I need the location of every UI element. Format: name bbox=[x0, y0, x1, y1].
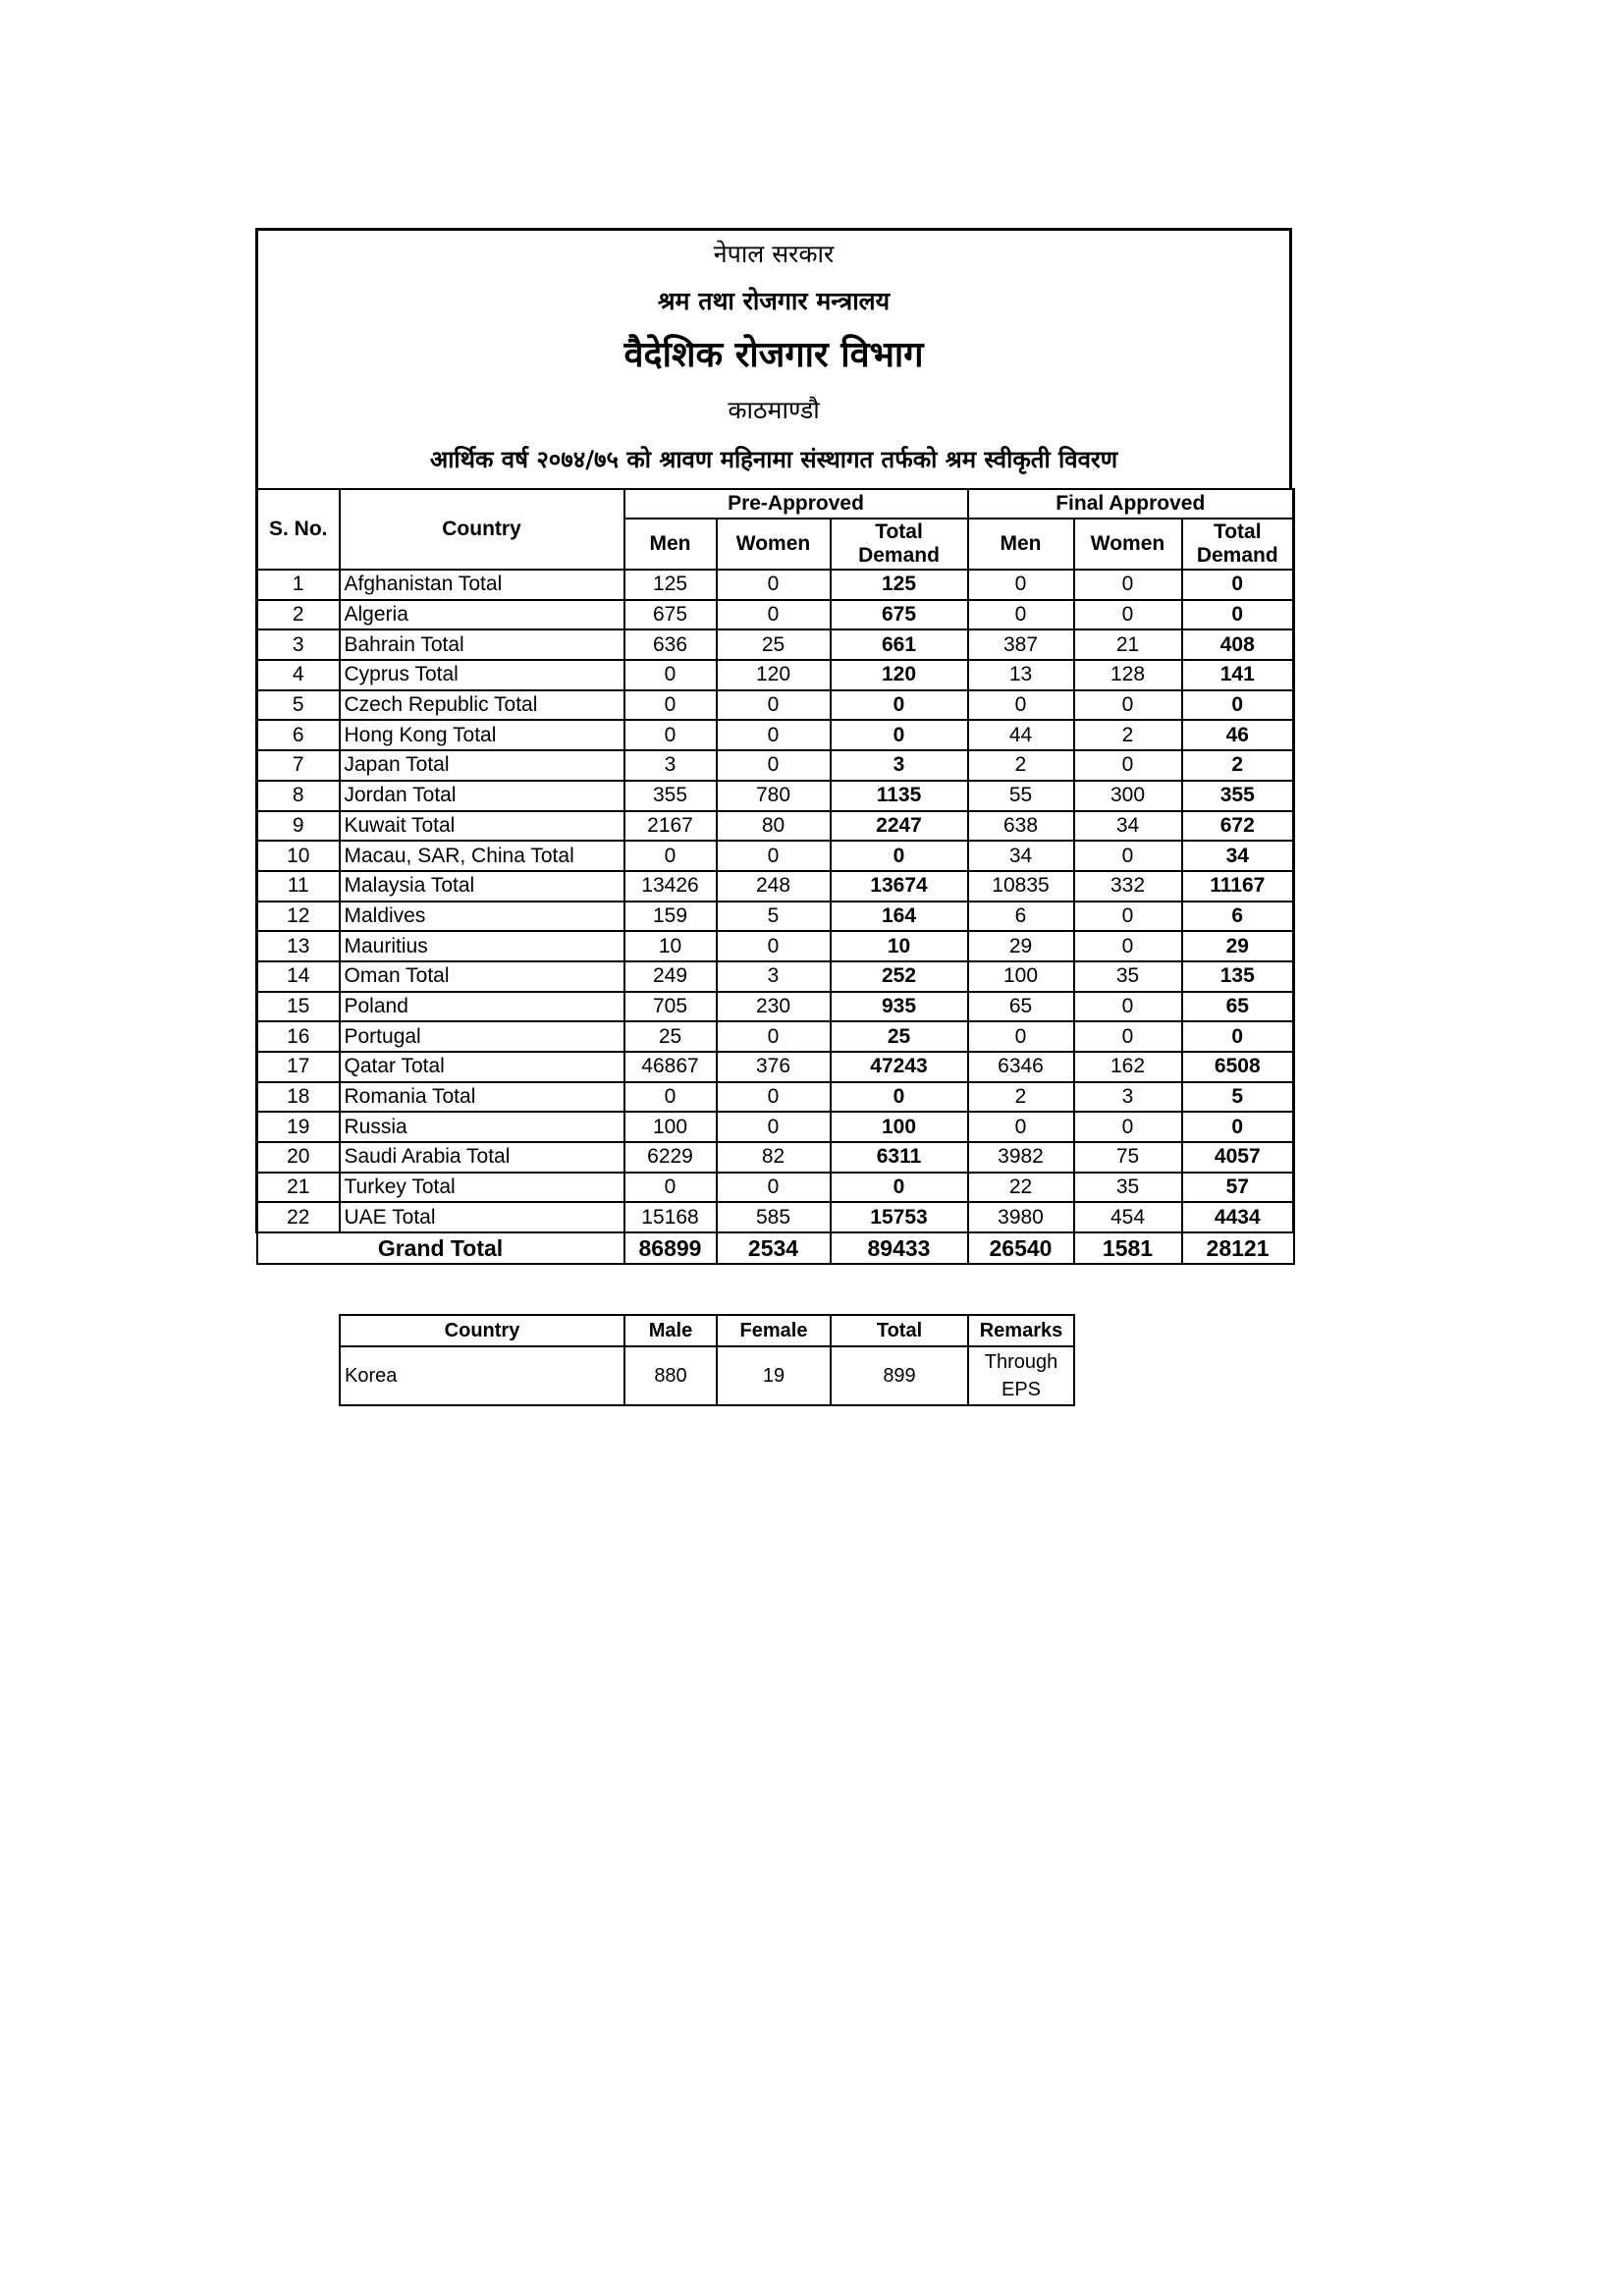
cell-country: Bahrain Total bbox=[340, 629, 624, 660]
cell-final-women: 2 bbox=[1074, 720, 1182, 750]
group-final-approved-header: Final Approved bbox=[968, 489, 1294, 519]
col-pre-men-header: Men bbox=[624, 519, 717, 570]
cell-final-men: 2 bbox=[968, 1082, 1074, 1113]
cell-country: Algeria bbox=[340, 600, 624, 630]
cell-country: Romania Total bbox=[340, 1082, 624, 1113]
cell-pre-total: 13674 bbox=[831, 871, 968, 902]
cell-pre-women: 120 bbox=[717, 660, 831, 690]
cell-final-total: 5 bbox=[1182, 1082, 1294, 1113]
cell-pre-total: 100 bbox=[831, 1112, 968, 1142]
cell-final-women: 0 bbox=[1074, 841, 1182, 871]
cell-country: Cyprus Total bbox=[340, 660, 624, 690]
cell-final-men: 3982 bbox=[968, 1142, 1074, 1173]
cell-final-men: 34 bbox=[968, 841, 1074, 871]
cell-final-total: 11167 bbox=[1182, 871, 1294, 902]
cell-final-men: 10835 bbox=[968, 871, 1074, 902]
table-row bbox=[257, 1082, 1294, 1113]
korea-male: 880 bbox=[624, 1346, 717, 1405]
cell-country: Saudi Arabia Total bbox=[340, 1142, 624, 1173]
cell-pre-men: 2167 bbox=[624, 811, 717, 842]
cell-country: Malaysia Total bbox=[340, 871, 624, 902]
grand-pre-total: 89433 bbox=[831, 1232, 968, 1264]
cell-pre-women: 0 bbox=[717, 1112, 831, 1142]
cell-pre-total: 2247 bbox=[831, 811, 968, 842]
korea-col-total: Total bbox=[831, 1315, 968, 1346]
cell-country: Qatar Total bbox=[340, 1052, 624, 1082]
cell-final-men: 6 bbox=[968, 902, 1074, 932]
table-row bbox=[257, 629, 1294, 660]
cell-pre-men: 100 bbox=[624, 1112, 717, 1142]
cell-final-men: 44 bbox=[968, 720, 1074, 750]
korea-table bbox=[339, 1314, 1075, 1406]
cell-pre-men: 159 bbox=[624, 902, 717, 932]
cell-pre-men: 6229 bbox=[624, 1142, 717, 1173]
cell-pre-men: 3 bbox=[624, 750, 717, 781]
cell-pre-women: 376 bbox=[717, 1052, 831, 1082]
table-row bbox=[257, 660, 1294, 690]
cell-pre-men: 13426 bbox=[624, 871, 717, 902]
cell-pre-men: 10 bbox=[624, 931, 717, 961]
cell-final-men: 100 bbox=[968, 961, 1074, 992]
cell-final-total: 46 bbox=[1182, 720, 1294, 750]
korea-table-container bbox=[339, 1314, 1075, 1406]
cell-pre-women: 230 bbox=[717, 992, 831, 1022]
cell-final-women: 34 bbox=[1074, 811, 1182, 842]
cell-final-women: 0 bbox=[1074, 1021, 1182, 1052]
cell-country: Kuwait Total bbox=[340, 811, 624, 842]
cell-final-men: 3980 bbox=[968, 1202, 1074, 1232]
cell-country: Hong Kong Total bbox=[340, 720, 624, 750]
header-ministry: श्रम तथा रोजगार मन्त्रालय bbox=[657, 287, 891, 315]
cell-final-men: 387 bbox=[968, 629, 1074, 660]
korea-female: 19 bbox=[717, 1346, 831, 1405]
grand-total-row bbox=[257, 1232, 1294, 1264]
table-row bbox=[257, 1021, 1294, 1052]
korea-col-remarks: Remarks bbox=[968, 1315, 1074, 1346]
cell-final-total: 0 bbox=[1182, 600, 1294, 630]
cell-final-women: 35 bbox=[1074, 961, 1182, 992]
cell-final-women: 0 bbox=[1074, 1112, 1182, 1142]
cell-sno: 5 bbox=[257, 690, 340, 721]
korea-col-female: Female bbox=[717, 1315, 831, 1346]
cell-final-women: 332 bbox=[1074, 871, 1182, 902]
grand-pre-women: 2534 bbox=[717, 1232, 831, 1264]
cell-country: Turkey Total bbox=[340, 1173, 624, 1203]
cell-final-women: 0 bbox=[1074, 600, 1182, 630]
cell-country: Maldives bbox=[340, 902, 624, 932]
cell-pre-women: 82 bbox=[717, 1142, 831, 1173]
table-row bbox=[257, 1052, 1294, 1082]
col-country-header: Country bbox=[340, 489, 624, 570]
cell-final-women: 0 bbox=[1074, 902, 1182, 932]
cell-final-men: 6346 bbox=[968, 1052, 1074, 1082]
cell-final-women: 162 bbox=[1074, 1052, 1182, 1082]
cell-pre-total: 0 bbox=[831, 720, 968, 750]
korea-row bbox=[340, 1346, 1074, 1405]
cell-pre-men: 0 bbox=[624, 1173, 717, 1203]
cell-final-men: 22 bbox=[968, 1173, 1074, 1203]
header-report-title: आर्थिक वर्ष २०७४/७५ को श्रावण महिनामा संस्थागत तर्फको श्रम स्वीकृती विवरण bbox=[429, 446, 1118, 473]
cell-pre-women: 780 bbox=[717, 781, 831, 811]
cell-pre-total: 661 bbox=[831, 629, 968, 660]
cell-country: Poland bbox=[340, 992, 624, 1022]
cell-sno: 22 bbox=[257, 1202, 340, 1232]
cell-final-men: 0 bbox=[968, 1021, 1074, 1052]
cell-final-men: 0 bbox=[968, 690, 1074, 721]
table-row bbox=[257, 1202, 1294, 1232]
cell-sno: 20 bbox=[257, 1142, 340, 1173]
table-row bbox=[257, 690, 1294, 721]
cell-sno: 4 bbox=[257, 660, 340, 690]
cell-sno: 10 bbox=[257, 841, 340, 871]
table-row bbox=[257, 811, 1294, 842]
header-government: नेपाल सरकार bbox=[713, 240, 835, 268]
table-row bbox=[257, 750, 1294, 781]
cell-final-women: 3 bbox=[1074, 1082, 1182, 1113]
cell-country: Mauritius bbox=[340, 931, 624, 961]
table-row bbox=[257, 931, 1294, 961]
table-row bbox=[257, 902, 1294, 932]
cell-pre-men: 0 bbox=[624, 1082, 717, 1113]
report-header bbox=[255, 228, 1292, 488]
cell-final-women: 21 bbox=[1074, 629, 1182, 660]
table-row bbox=[257, 992, 1294, 1022]
cell-final-men: 638 bbox=[968, 811, 1074, 842]
cell-pre-total: 0 bbox=[831, 690, 968, 721]
cell-pre-women: 0 bbox=[717, 570, 831, 600]
cell-sno: 12 bbox=[257, 902, 340, 932]
cell-country: Oman Total bbox=[340, 961, 624, 992]
cell-final-total: 135 bbox=[1182, 961, 1294, 992]
cell-pre-men: 675 bbox=[624, 600, 717, 630]
cell-sno: 19 bbox=[257, 1112, 340, 1142]
cell-pre-total: 15753 bbox=[831, 1202, 968, 1232]
col-pre-total-header: Total Demand bbox=[831, 519, 968, 570]
cell-final-total: 65 bbox=[1182, 992, 1294, 1022]
cell-pre-total: 120 bbox=[831, 660, 968, 690]
grand-final-men: 26540 bbox=[968, 1232, 1074, 1264]
cell-final-total: 408 bbox=[1182, 629, 1294, 660]
cell-final-total: 57 bbox=[1182, 1173, 1294, 1203]
grand-final-total: 28121 bbox=[1182, 1232, 1294, 1264]
cell-country: Jordan Total bbox=[340, 781, 624, 811]
cell-final-total: 4434 bbox=[1182, 1202, 1294, 1232]
cell-pre-total: 25 bbox=[831, 1021, 968, 1052]
cell-sno: 14 bbox=[257, 961, 340, 992]
cell-sno: 7 bbox=[257, 750, 340, 781]
cell-final-women: 0 bbox=[1074, 931, 1182, 961]
cell-sno: 21 bbox=[257, 1173, 340, 1203]
cell-sno: 2 bbox=[257, 600, 340, 630]
cell-pre-men: 125 bbox=[624, 570, 717, 600]
cell-final-men: 29 bbox=[968, 931, 1074, 961]
table-row bbox=[257, 600, 1294, 630]
cell-sno: 11 bbox=[257, 871, 340, 902]
table-row bbox=[257, 720, 1294, 750]
table-row bbox=[257, 781, 1294, 811]
cell-final-women: 0 bbox=[1074, 570, 1182, 600]
cell-final-total: 0 bbox=[1182, 1021, 1294, 1052]
cell-final-total: 4057 bbox=[1182, 1142, 1294, 1173]
cell-sno: 16 bbox=[257, 1021, 340, 1052]
cell-sno: 13 bbox=[257, 931, 340, 961]
cell-pre-women: 80 bbox=[717, 811, 831, 842]
cell-sno: 9 bbox=[257, 811, 340, 842]
col-sno-header: S. No. bbox=[257, 489, 340, 570]
cell-pre-total: 164 bbox=[831, 902, 968, 932]
cell-pre-women: 0 bbox=[717, 750, 831, 781]
cell-final-men: 65 bbox=[968, 992, 1074, 1022]
cell-pre-women: 3 bbox=[717, 961, 831, 992]
col-final-total-header: Total Demand bbox=[1182, 519, 1294, 570]
cell-final-total: 6 bbox=[1182, 902, 1294, 932]
cell-pre-total: 6311 bbox=[831, 1142, 968, 1173]
cell-pre-men: 25 bbox=[624, 1021, 717, 1052]
cell-pre-women: 0 bbox=[717, 690, 831, 721]
cell-final-total: 29 bbox=[1182, 931, 1294, 961]
cell-final-total: 141 bbox=[1182, 660, 1294, 690]
cell-pre-total: 0 bbox=[831, 1082, 968, 1113]
cell-final-total: 355 bbox=[1182, 781, 1294, 811]
cell-pre-women: 0 bbox=[717, 600, 831, 630]
cell-pre-total: 125 bbox=[831, 570, 968, 600]
cell-country: Macau, SAR, China Total bbox=[340, 841, 624, 871]
header-department: वैदेशिक रोजगार विभाग bbox=[623, 335, 924, 375]
cell-final-women: 128 bbox=[1074, 660, 1182, 690]
cell-final-men: 0 bbox=[968, 600, 1074, 630]
cell-final-women: 0 bbox=[1074, 992, 1182, 1022]
cell-final-total: 6508 bbox=[1182, 1052, 1294, 1082]
cell-final-women: 0 bbox=[1074, 690, 1182, 721]
cell-pre-total: 0 bbox=[831, 1173, 968, 1203]
cell-pre-women: 248 bbox=[717, 871, 831, 902]
cell-sno: 15 bbox=[257, 992, 340, 1022]
korea-country: Korea bbox=[340, 1346, 624, 1405]
cell-pre-men: 0 bbox=[624, 660, 717, 690]
cell-pre-women: 0 bbox=[717, 1173, 831, 1203]
cell-final-men: 2 bbox=[968, 750, 1074, 781]
cell-pre-women: 0 bbox=[717, 720, 831, 750]
cell-pre-total: 47243 bbox=[831, 1052, 968, 1082]
cell-pre-total: 675 bbox=[831, 600, 968, 630]
cell-final-men: 0 bbox=[968, 570, 1074, 600]
table-row bbox=[257, 961, 1294, 992]
cell-final-total: 0 bbox=[1182, 570, 1294, 600]
table-body bbox=[257, 570, 1294, 1232]
cell-final-total: 0 bbox=[1182, 690, 1294, 721]
cell-pre-men: 249 bbox=[624, 961, 717, 992]
cell-final-women: 454 bbox=[1074, 1202, 1182, 1232]
table-row bbox=[257, 1142, 1294, 1173]
cell-final-total: 2 bbox=[1182, 750, 1294, 781]
grand-total-label: Grand Total bbox=[257, 1232, 624, 1264]
cell-pre-men: 355 bbox=[624, 781, 717, 811]
cell-country: UAE Total bbox=[340, 1202, 624, 1232]
cell-sno: 8 bbox=[257, 781, 340, 811]
cell-final-men: 55 bbox=[968, 781, 1074, 811]
cell-final-total: 672 bbox=[1182, 811, 1294, 842]
cell-sno: 1 bbox=[257, 570, 340, 600]
cell-pre-men: 636 bbox=[624, 629, 717, 660]
korea-col-male: Male bbox=[624, 1315, 717, 1346]
cell-pre-total: 0 bbox=[831, 841, 968, 871]
cell-country: Japan Total bbox=[340, 750, 624, 781]
table-row bbox=[257, 871, 1294, 902]
cell-final-men: 0 bbox=[968, 1112, 1074, 1142]
grand-final-women: 1581 bbox=[1074, 1232, 1182, 1264]
korea-col-country: Country bbox=[340, 1315, 624, 1346]
cell-country: Russia bbox=[340, 1112, 624, 1142]
col-pre-women-header: Women bbox=[717, 519, 831, 570]
cell-pre-women: 0 bbox=[717, 1021, 831, 1052]
cell-pre-women: 585 bbox=[717, 1202, 831, 1232]
cell-pre-women: 0 bbox=[717, 931, 831, 961]
report-container bbox=[255, 228, 1292, 1265]
cell-pre-men: 0 bbox=[624, 841, 717, 871]
cell-pre-women: 0 bbox=[717, 1082, 831, 1113]
labor-approval-table bbox=[255, 488, 1295, 1265]
group-pre-approved-header: Pre-Approved bbox=[624, 489, 968, 519]
cell-sno: 3 bbox=[257, 629, 340, 660]
cell-final-total: 0 bbox=[1182, 1112, 1294, 1142]
cell-final-women: 75 bbox=[1074, 1142, 1182, 1173]
korea-total: 899 bbox=[831, 1346, 968, 1405]
cell-pre-total: 935 bbox=[831, 992, 968, 1022]
cell-pre-men: 0 bbox=[624, 720, 717, 750]
cell-country: Czech Republic Total bbox=[340, 690, 624, 721]
cell-sno: 17 bbox=[257, 1052, 340, 1082]
grand-pre-men: 86899 bbox=[624, 1232, 717, 1264]
cell-pre-total: 1135 bbox=[831, 781, 968, 811]
cell-pre-men: 46867 bbox=[624, 1052, 717, 1082]
cell-pre-total: 10 bbox=[831, 931, 968, 961]
korea-remarks: Through EPS bbox=[968, 1346, 1074, 1405]
cell-country: Afghanistan Total bbox=[340, 570, 624, 600]
cell-sno: 18 bbox=[257, 1082, 340, 1113]
header-location: काठमाण्डौ bbox=[728, 396, 820, 424]
cell-final-women: 0 bbox=[1074, 750, 1182, 781]
cell-pre-total: 252 bbox=[831, 961, 968, 992]
cell-pre-women: 0 bbox=[717, 841, 831, 871]
table-row bbox=[257, 1112, 1294, 1142]
cell-final-total: 34 bbox=[1182, 841, 1294, 871]
cell-pre-men: 15168 bbox=[624, 1202, 717, 1232]
cell-pre-total: 3 bbox=[831, 750, 968, 781]
cell-final-men: 13 bbox=[968, 660, 1074, 690]
cell-pre-women: 25 bbox=[717, 629, 831, 660]
table-row bbox=[257, 570, 1294, 600]
cell-pre-women: 5 bbox=[717, 902, 831, 932]
cell-pre-men: 705 bbox=[624, 992, 717, 1022]
cell-final-women: 300 bbox=[1074, 781, 1182, 811]
cell-country: Portugal bbox=[340, 1021, 624, 1052]
cell-pre-men: 0 bbox=[624, 690, 717, 721]
table-row bbox=[257, 1173, 1294, 1203]
cell-final-women: 35 bbox=[1074, 1173, 1182, 1203]
col-final-women-header: Women bbox=[1074, 519, 1182, 570]
table-row bbox=[257, 841, 1294, 871]
cell-sno: 6 bbox=[257, 720, 340, 750]
col-final-men-header: Men bbox=[968, 519, 1074, 570]
